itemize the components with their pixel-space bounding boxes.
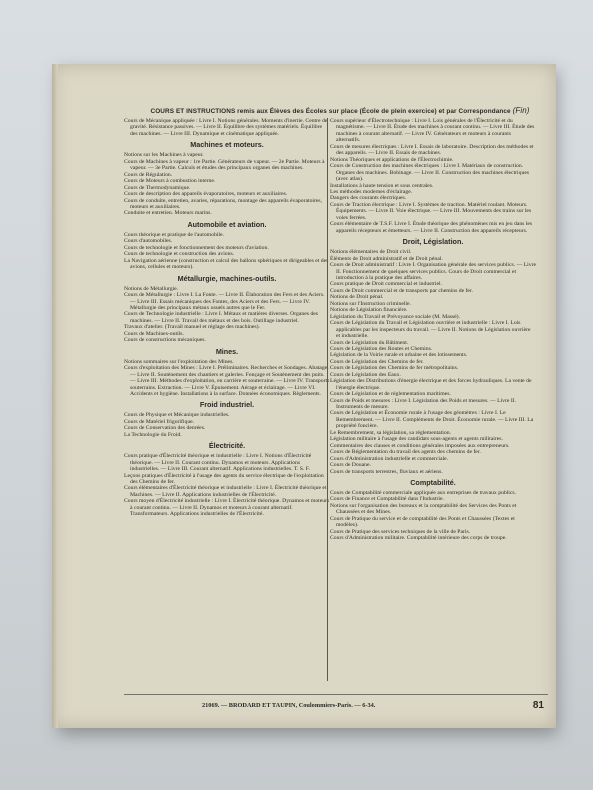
course-entry: Cours de description des appareils évaporatoires, moteurs et auxiliaires. xyxy=(124,191,288,198)
course-entry: Cours de Douane. xyxy=(330,462,371,469)
course-entry: Conduite et entretien. Moteurs marins. xyxy=(124,210,212,217)
section-heading: Automobile et aviation. xyxy=(187,219,267,229)
course-entry: Cours élémentaire de T.S.F. Livre I. Étude théorique des phénomènes mis en jeu dans les appareils récepteurs et émetteurs. — Livre II. Construction des appareils récepteurs. xyxy=(330,221,533,234)
course-entry: Cours de Thermodynamique. xyxy=(124,184,191,191)
course-entry: Cours de Législation des Chemins de fer. xyxy=(330,358,424,365)
course-entry: Cours de Pratique du service et de comptabilité des Ponts et Chaussées (Textes et modèles). xyxy=(330,515,515,529)
course-entry: Cours d'exploitation des Mines : Livre I. Préliminaires. Recherches et Sondages. Abatage. — Livre II. Soutènement des chantiers et galeries. Fonçage et Soutènement des puits. — Livre III. Méthodes d'exploitation, en carrière et souterraine. — Livre IV. Transports souterrains. Extraction. — Livre V. Épuisement. Aérage et éclairage. — Livre VI. Accidents et hygiène. Installations à la surface. Données économiques. Règlements. xyxy=(124,365,330,397)
printer-imprint: 21069. — BRODARD ET TAUPIN, Coulommiers-Paris. — 6-34. xyxy=(202,702,376,709)
course-entry: Cours de Législation et de réglementation maritimes. xyxy=(330,391,451,398)
section-heading: Machines et moteurs. xyxy=(190,140,264,150)
page-number: 81 xyxy=(532,700,544,711)
course-entry: Cours de Physique et Mécanique industrielles. xyxy=(124,412,230,419)
course-entry: Notions sur l'organisation des bureaux et la comptabilité des Services des Ponts et Chaussées et des Mines. xyxy=(330,502,517,516)
section-heading: Comptabilité. xyxy=(410,478,456,488)
page-header xyxy=(130,106,550,115)
left-column xyxy=(124,118,330,518)
course-entry: Cours pratique d'Électricité théorique et industrielle : Livre I. Notions d'Électricité théorique. — Livre II. Courant continu. Dynamos et moteurs. Applications industrielles. — Livre III. Courant alternatif. Applications industrielles. T. S. F. xyxy=(124,453,312,473)
course-entry: Cours de Construction des machines électriques : Livre I. Matériaux de construction. Organes des machines. Bobinage. — Livre II. Construction des machines électriques (avec atlas). xyxy=(330,163,530,183)
course-entry: Notions sur les Machines à vapeur. xyxy=(124,152,204,159)
course-entry: Le Remembrement, sa législation, sa réglementation. xyxy=(330,429,451,436)
course-entry: Cours de transports terrestres, fluviaux et aériens. xyxy=(330,468,443,475)
course-entry: Législation de la Voirie rurale et urbaine et des lotissements. xyxy=(330,352,468,359)
course-entry: Cours de Mécanique appliquée : Livre I. Notions générales. Moments d'inertie. Centre de gravité. Résistance passives. — Livre II. Équilibre des systèmes matériels. Équilibre des machines. — Livre III. Dynamique et cinématique appliquée. xyxy=(124,118,328,137)
course-entry: Cours d'automobiles. xyxy=(124,238,173,245)
course-entry: Cours de Régulation. xyxy=(124,171,173,178)
course-entry: Législation du Travail et Prévoyance sociale (M. Massé). xyxy=(330,313,460,320)
course-entry: Cours de constructions mécaniques. xyxy=(124,337,206,344)
course-entry: Cours de Législation du Travail et Législation ouvrière et industrielle : Livre I. Lois applicables par les inspecteurs du travail. — Livre II. Notions de Législation ouvrière et industrielle. xyxy=(330,320,531,340)
course-entry: La Technologie du Froid. xyxy=(124,431,182,438)
course-entry: Éléments de Droit administratif et de Droit pénal. xyxy=(330,255,443,262)
course-entry: Cours de technologie et fonctionnement des moteurs d'aviation. xyxy=(124,244,269,251)
course-entry: Travaux d'atelier. (Travail manuel et réglage des machines). xyxy=(124,324,260,331)
section-heading: Droit, Législation. xyxy=(402,237,464,247)
course-entry: Cours de Législation des Eaux. xyxy=(330,371,401,378)
course-entry: Cours de Pratique des services techniques de la ville de Paris. xyxy=(330,528,471,535)
course-entry: Cours d'Administration industrielle et commerciale. xyxy=(330,455,449,462)
column-divider xyxy=(327,118,328,681)
page-footer xyxy=(124,700,548,716)
course-entry: Cours de Matériel frigorifique. xyxy=(124,418,195,425)
course-entry: Cours de Législation du Bâtiment. xyxy=(330,339,409,346)
section-heading: Froid industriel. xyxy=(199,400,255,410)
course-entry: Cours de Poids et mesures : Livre I. Législation des Poids et mesures. — Livre II. Instruments de mesure. xyxy=(330,397,517,411)
course-entry: Cours de Machines à vapeur : 1re Partie. Générateurs de vapeur. — 2e Partie. Moteurs à vapeur. — 3e Partie. Calculs et études des principaux organes des machines. xyxy=(124,158,325,172)
course-entry: Cours de technologie et construction des avions. xyxy=(124,251,235,258)
course-entry: Dangers des courants électriques. xyxy=(330,195,407,202)
course-entry: Notions de Droit pénal. xyxy=(330,294,384,301)
footer-rule xyxy=(124,694,548,695)
section-heading: Métallurgie, machines-outils. xyxy=(177,273,277,283)
course-entry: Les méthodes modernes d'éclairage. xyxy=(330,188,413,195)
course-entry: Notions sommaires sur l'exploitation des Mines. xyxy=(124,358,234,365)
course-entry: Cours pratique de Droit commercial et industriel. xyxy=(330,281,442,288)
course-entry: Cours d'Administration militaire. Comptabilité intérieure des corps de troupe. xyxy=(330,535,507,542)
section-heading: Mines. xyxy=(215,346,239,356)
course-entry: Notions Théoriques et applications de l'Électrochimie. xyxy=(330,156,454,163)
right-column xyxy=(330,118,536,542)
section-heading: Électricité. xyxy=(208,441,246,451)
course-entry: Cours de Moteurs à combustion interne. xyxy=(124,178,216,185)
course-entry: Notions élémentaires de Droit civil. xyxy=(330,249,412,256)
course-entry: Législation des Distributions d'énergie électrique et des forces hydrauliques. La vente de l'énergie électrique. xyxy=(330,378,532,391)
course-entry: Cours supérieur d'Électrotechnique : Livre I. Lois générales de l'Électricité et du magnétisme. — Livre II. Étude des machines à courant continu. — Livre III. Étude des machines à courant alternatif. — Livre IV. Générateurs et moteurs à courants alternatifs. xyxy=(330,118,535,144)
course-entry: Cours de Technologie industrielle : Livre I. Métaux et matières diverses. Organes des machines. — Livre II. Travail des métaux et des bois. Outillage industriel. xyxy=(124,311,318,324)
course-entry: Cours de Droit administratif : Livre I. Organisation générale des services publics. — Livre II. Fonctionnement de quelques services publics. Cours de Droit commercial et introduction à la pratique des affaires. xyxy=(330,262,537,281)
course-entry: Cours de Droit commercial et de transports par chemins de fer. xyxy=(330,287,473,294)
course-entry: Cours moyen d'Électricité industrielle : Livre I. Électricité théorique. Dynamos et moteurs à courant continu. — Livre II. Dynamos et moteurs à courant alternatif. Transformateurs. Applications industrielles de l'Électricité. xyxy=(124,498,330,518)
course-entry: Cours de Machines-outils. xyxy=(124,330,184,337)
catalog-page xyxy=(52,64,556,728)
page-spine xyxy=(52,64,58,728)
course-entry: Cours de conduite, entretien, avaries, réparations, montage des appareils évaporatoires, moteurs et auxiliaires. xyxy=(124,197,323,210)
course-entry: Cours de Finance et Comptabilité dans l'Industrie. xyxy=(330,496,444,503)
course-entry: Cours de Législation et Économie rurale à l'usage des géomètres : Livre I. Le Remembrement. — Livre II. Compléments de Droit. Économie rurale. — Livre III. La propriété foncière. xyxy=(330,410,534,430)
course-entry: Cours de Législation des Routes et Chemins. xyxy=(330,345,433,352)
course-entry: Notions de Législation financière. xyxy=(330,307,408,314)
course-entry: Cours de Réglementation du travail des agents des chemins de fer. xyxy=(330,449,481,456)
course-entry: Cours de Législation des Chemins de fer métropolitains. xyxy=(330,365,459,372)
course-entry: Législation militaire à l'usage des candidats sous-agents et agents militaires. xyxy=(330,436,503,443)
header-suffix: (Fin) xyxy=(512,106,530,115)
course-entry: Cours de Conservation des denrées. xyxy=(124,425,206,432)
course-entry: Leçons pratiques d'Électricité à l'usage des agents du service électrique de l'exploitation des Chemins de fer. xyxy=(124,472,324,486)
course-entry: Notions de Métallurgie. xyxy=(124,285,179,292)
course-entry: Commentaires des clauses et conditions générales imposées aux entrepreneurs. xyxy=(330,442,510,449)
course-entry: Cours de Traction électrique : Livre I. Systèmes de traction. Matériel roulant. Moteurs. Équipements. — Livre II. Voie électrique. — Livre III. Mouvements des trains sur les voies ferrées. xyxy=(330,201,532,221)
course-entry: Installations à haute tension et sous centrales. xyxy=(330,182,434,189)
course-entry: Notions sur l'Instruction criminelle. xyxy=(330,300,411,307)
course-entry: Cours de Métallurgie : Livre I. La Fonte. — Livre II. Élaboration des Fers et des Aciers. — Livre III. Essais mécaniques des Fontes, des Aciers et des Fers. — Livre IV. Métallurgie des principaux métaux usuels autres que le Fer. xyxy=(124,292,325,311)
course-entry: Cours théorique et pratique de l'automobile. xyxy=(124,231,224,238)
course-entry: La Navigation aérienne (construction et calcul des ballons sphériques et dirigeables et des avions, cellules et moteurs). xyxy=(124,257,329,271)
header-title: COURS ET INSTRUCTIONS remis aux Élèves des Écoles sur place (École de plein exercice) et par Correspondance xyxy=(150,108,511,115)
course-entry: Cours élémentaires d'Électricité théorique et industrielle : Livre I. Électricité théorique et Machines. — Livre II. Applications industrielles de l'Électricité. xyxy=(124,485,327,498)
course-entry: Cours de mesures électriques : Livre I. Essais de laboratoire. Description des méthodes et des appareils. — Livre II. Essais de machines. xyxy=(330,143,534,157)
course-entry: Cours de Comptabilité commerciale appliquée aux entreprises de travaux publics. xyxy=(330,490,517,497)
